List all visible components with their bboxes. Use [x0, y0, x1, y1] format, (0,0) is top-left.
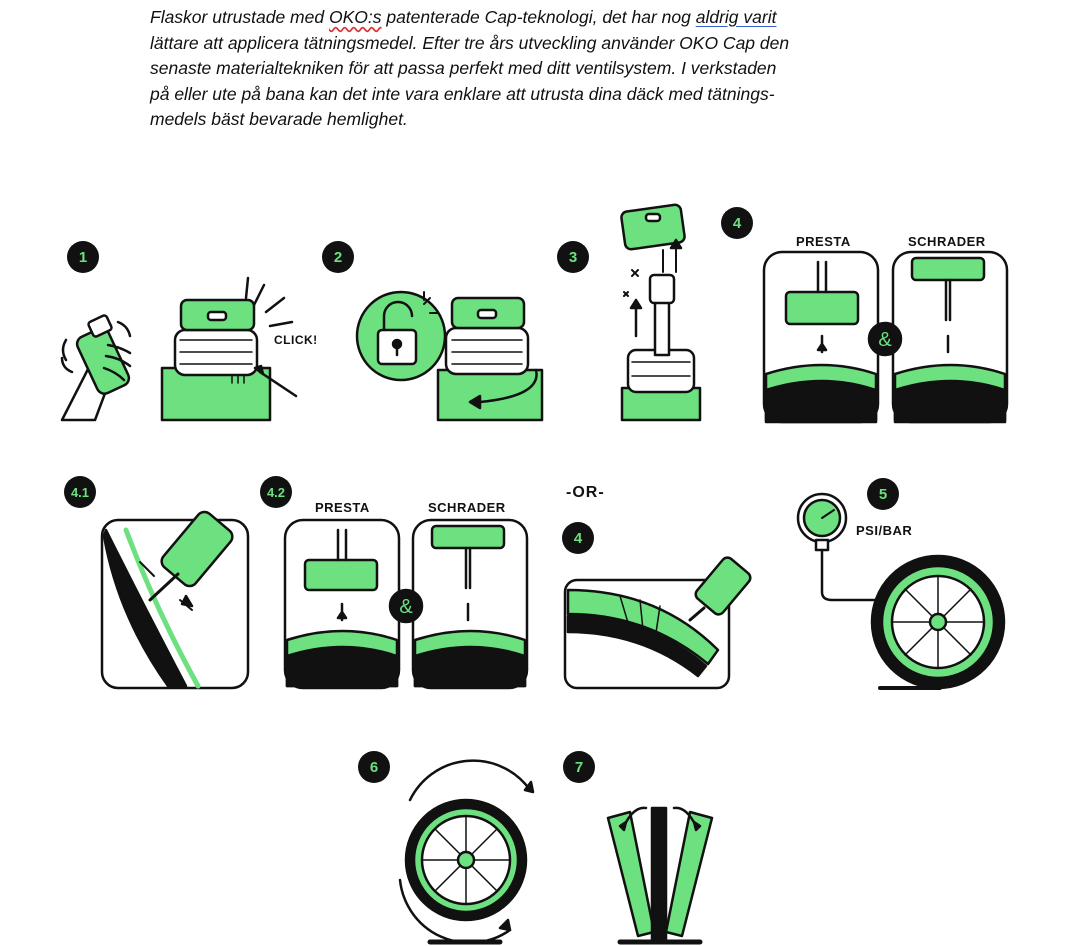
step-badge-4-1: 4.1 — [64, 476, 96, 508]
ampersand-2: & — [399, 596, 413, 618]
step-badge-6: 6 — [358, 751, 390, 783]
step-badge-4-2: 4.2 — [260, 476, 292, 508]
unlock-twist-illustration — [357, 292, 542, 420]
intro-line-4: på eller ute på bana kan det inte vara enklare att utrusta dina däck med tätnings- — [150, 83, 775, 104]
intro-line-2: lättare att applicera tätningsmedel. Efter tre års utveckling använder OKO Cap den — [150, 32, 790, 53]
open-tire-illustration — [565, 555, 753, 688]
step-badge-7: 7 — [563, 751, 595, 783]
rotate-wheel-illustration — [400, 761, 533, 943]
presta-label: PRESTA — [796, 234, 851, 249]
intro-line-3: senaste materialtekniken för att passa perfekt med ditt ventilsystem. I verkstaden — [150, 58, 777, 78]
ampersand-1: & — [878, 329, 892, 351]
inject-sealant-illustration — [102, 509, 248, 688]
schrader-label-2: SCHRADER — [428, 500, 506, 515]
step-badge-1: 1 — [67, 241, 99, 273]
pressure-gauge-illustration — [798, 494, 1004, 688]
shake-bottle-illustration — [62, 315, 132, 420]
schrader-label: SCHRADER — [908, 234, 986, 249]
or-divider: -OR- — [566, 484, 605, 501]
rock-wheel-illustration — [608, 808, 712, 942]
step-badge-3: 3 — [557, 241, 589, 273]
presta-label-2: PRESTA — [315, 500, 370, 515]
cap-removal-illustration — [621, 204, 700, 420]
intro-line-5: medels bäst bevarade hemlighet. — [150, 109, 408, 129]
click-label: CLICK! — [274, 333, 318, 347]
intro-line-1: Flaskor utrustade med OKO:s patenterade Cap-teknologi, det har nog aldrig varit — [150, 7, 777, 27]
step-badge-4-alt: 4 — [562, 522, 594, 554]
psi-bar-label: PSI/BAR — [856, 523, 913, 538]
cap-click-illustration — [162, 278, 296, 420]
spellcheck-word: OKO:s — [328, 7, 382, 27]
grammar-word: aldrig varit — [695, 7, 777, 27]
step-badge-4: 4 — [721, 207, 753, 239]
step-badge-5: 5 — [867, 478, 899, 510]
step-badge-2: 2 — [322, 241, 354, 273]
